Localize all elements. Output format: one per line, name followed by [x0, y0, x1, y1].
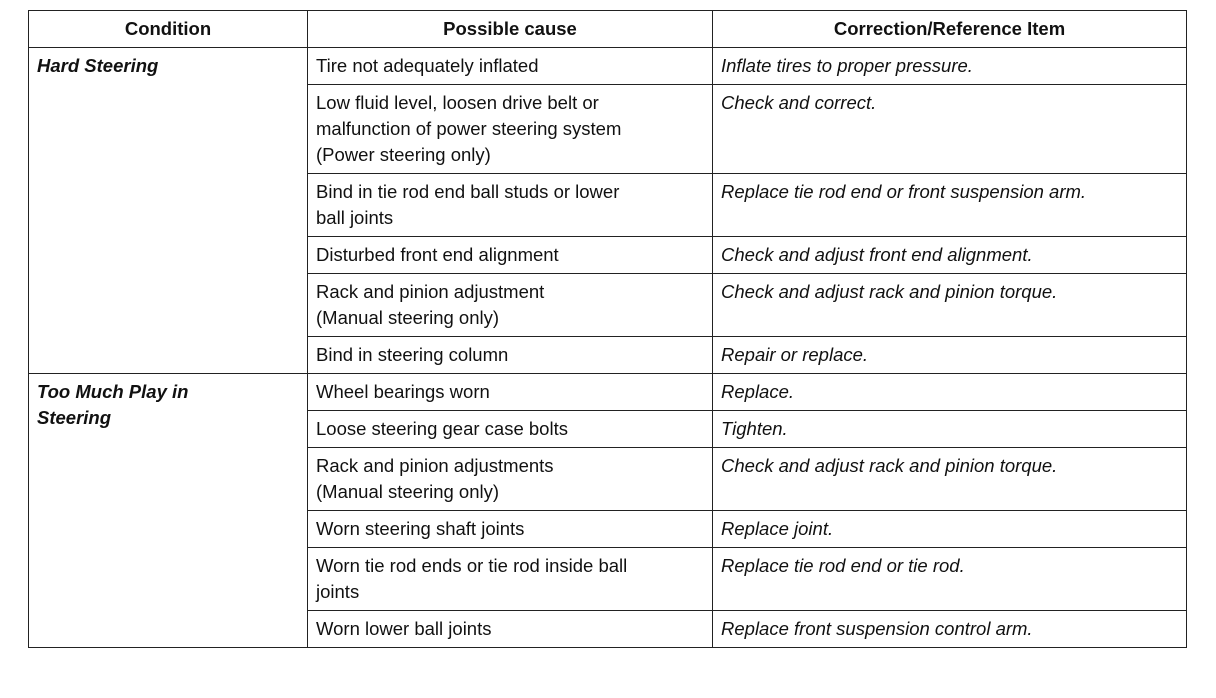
- correction-cell: Repair or replace.: [713, 337, 1187, 374]
- table-row: [29, 374, 1187, 411]
- condition-hard-steering: Hard Steering: [29, 48, 308, 374]
- correction-cell: Replace joint.: [713, 511, 1187, 548]
- cause-cell: Disturbed front end alignment: [308, 237, 713, 274]
- correction-cell: Check and adjust front end alignment.: [713, 237, 1187, 274]
- cause-cell: Rack and pinion adjustments (Manual steering only): [308, 448, 713, 511]
- cause-cell: Bind in steering column: [308, 337, 713, 374]
- correction-cell: Check and correct.: [713, 85, 1187, 174]
- table-row: [29, 48, 1187, 85]
- header-correction: Correction/Reference Item: [713, 11, 1187, 48]
- cause-cell: Worn steering shaft joints: [308, 511, 713, 548]
- cause-cell: Low fluid level, loosen drive belt or malfunction of power steering system (Power steering only): [308, 85, 713, 174]
- cause-cell: Rack and pinion adjustment (Manual steering only): [308, 274, 713, 337]
- cause-cell: Wheel bearings worn: [308, 374, 713, 411]
- correction-cell: Inflate tires to proper pressure.: [713, 48, 1187, 85]
- cause-cell: Tire not adequately inflated: [308, 48, 713, 85]
- cause-cell: Loose steering gear case bolts: [308, 411, 713, 448]
- correction-cell: Replace front suspension control arm.: [713, 611, 1187, 648]
- cause-cell: Worn lower ball joints: [308, 611, 713, 648]
- correction-cell: Replace.: [713, 374, 1187, 411]
- cause-cell: Bind in tie rod end ball studs or lower ball joints: [308, 174, 713, 237]
- correction-cell: Check and adjust rack and pinion torque.: [713, 448, 1187, 511]
- correction-cell: Tighten.: [713, 411, 1187, 448]
- header-possible-cause: Possible cause: [308, 11, 713, 48]
- table-header-row: [29, 11, 1187, 48]
- condition-too-much-play: Too Much Play in Steering: [29, 374, 308, 648]
- correction-cell: Replace tie rod end or tie rod.: [713, 548, 1187, 611]
- correction-cell: Replace tie rod end or front suspension arm.: [713, 174, 1187, 237]
- cause-cell: Worn tie rod ends or tie rod inside ball joints: [308, 548, 713, 611]
- steering-diagnosis-table: [28, 10, 1187, 648]
- header-condition: Condition: [29, 11, 308, 48]
- correction-cell: Check and adjust rack and pinion torque.: [713, 274, 1187, 337]
